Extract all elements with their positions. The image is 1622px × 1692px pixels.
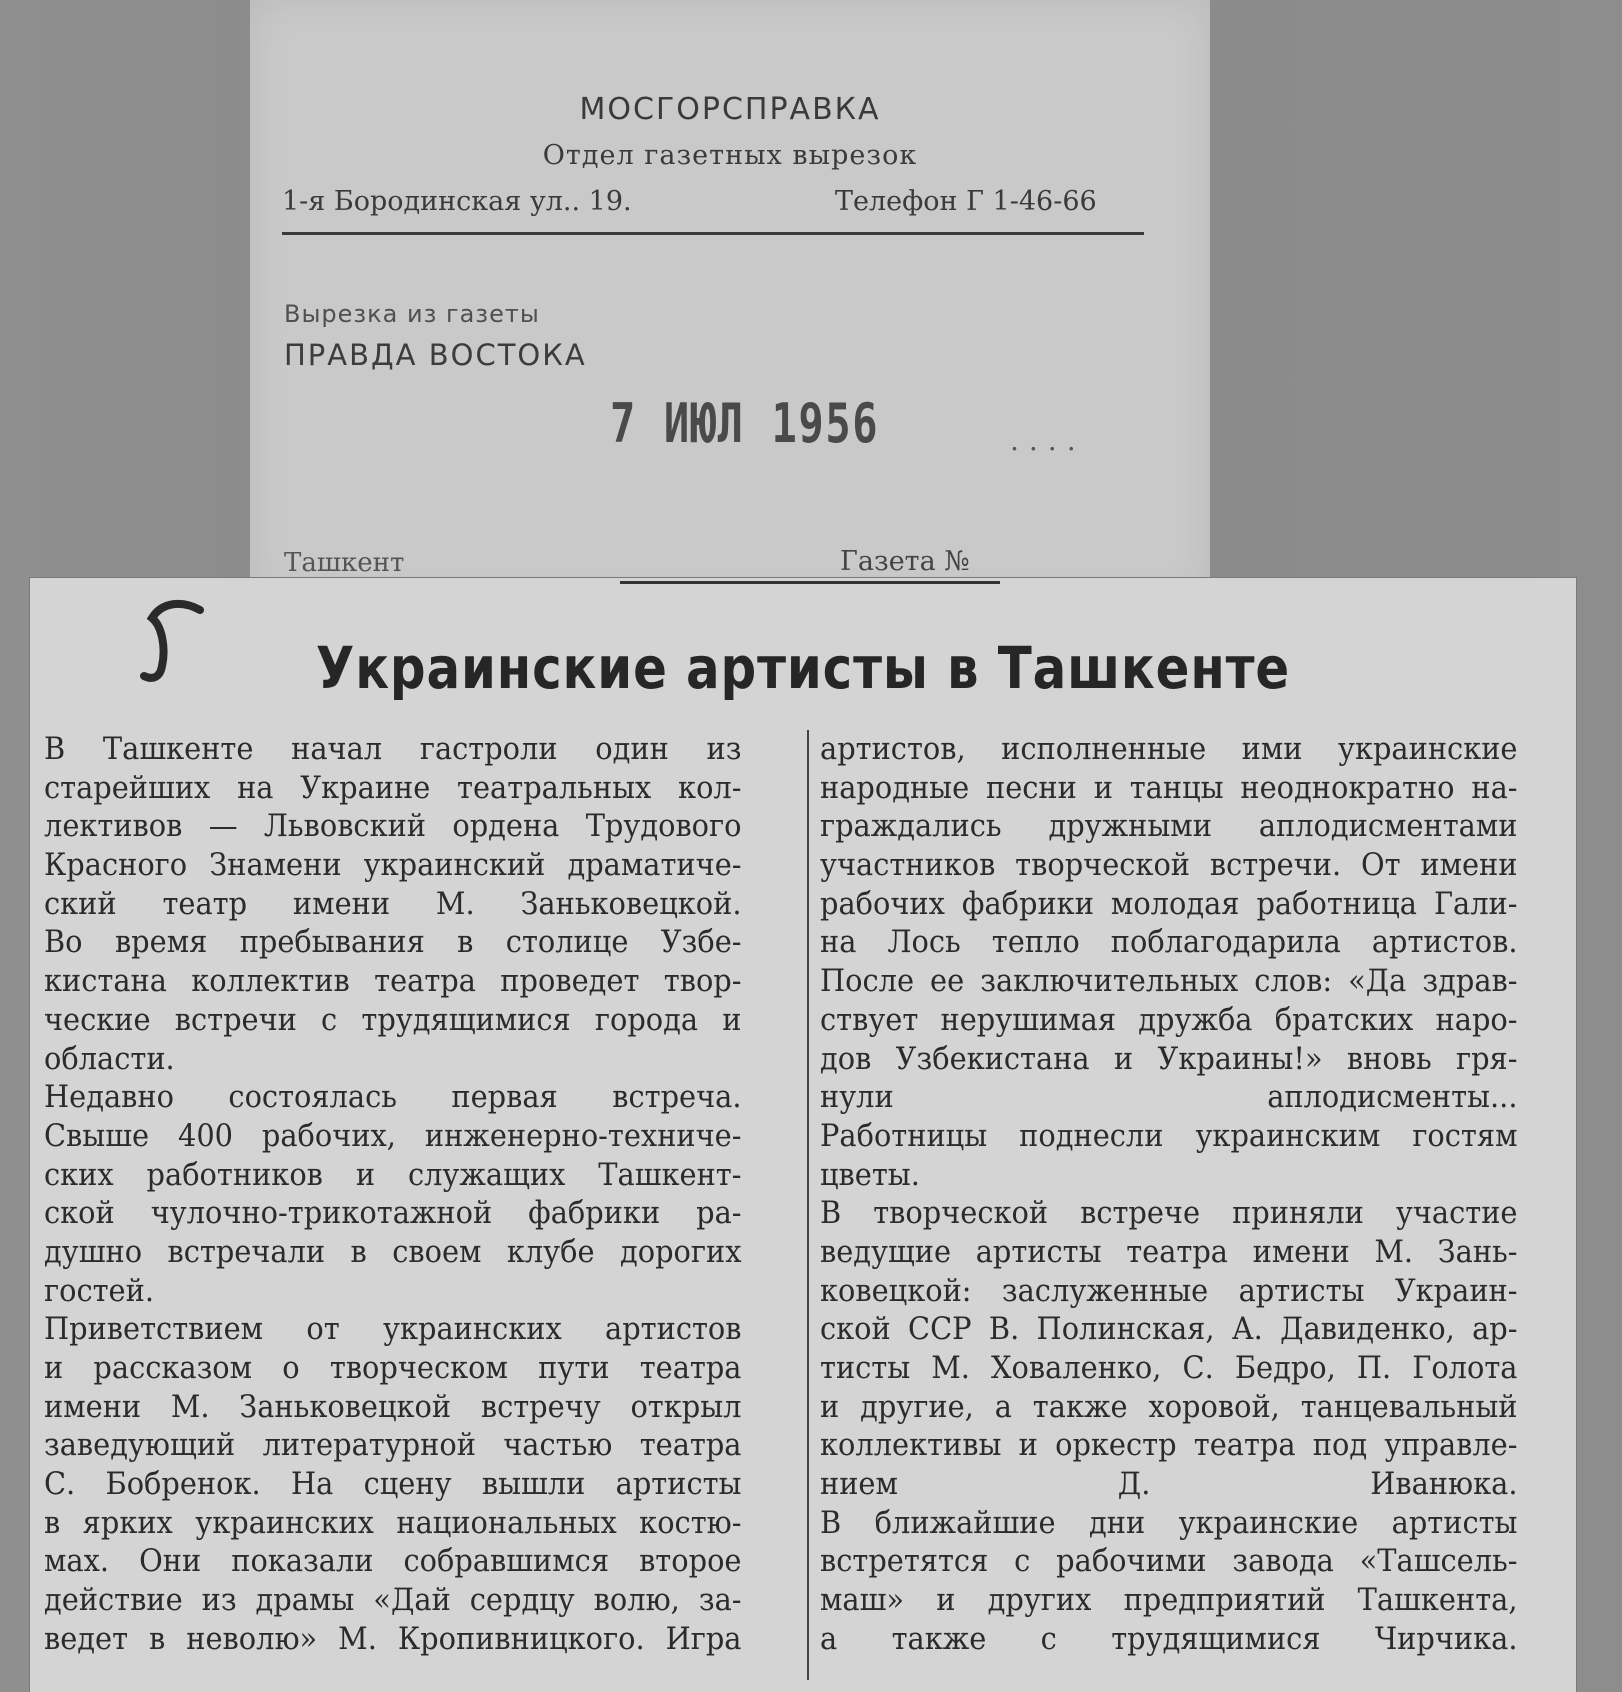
article-line: и другие, а также хоровой, танцевальный bbox=[820, 1388, 1518, 1425]
article-line: Красного Знамени украинский драматиче- bbox=[44, 847, 742, 884]
article-line: народные песни и танцы неоднократно на- bbox=[820, 769, 1518, 806]
agency-name: МОСГОРСПРАВКА bbox=[579, 92, 881, 127]
agency-address: 1-я Бородинская ул.. 19. bbox=[282, 186, 632, 217]
article-right-column bbox=[820, 730, 1518, 1659]
article-line: ской ССР В. Полинская, А. Давиденко, ар- bbox=[820, 1311, 1518, 1348]
article-line: Недавно состоялась первая встреча. bbox=[44, 1079, 742, 1116]
article-line: участников творческой встречи. От имени bbox=[820, 847, 1518, 884]
article-line: С. Бобренок. На сцену вышли артисты bbox=[44, 1466, 742, 1503]
article-line: ской чулочно-трикотажной фабрики ра- bbox=[44, 1195, 742, 1232]
article-line: В Ташкенте начал гастроли один из bbox=[44, 731, 742, 767]
article-line: ческие встречи с трудящимися города и bbox=[44, 1001, 742, 1038]
issue-number-label: Газета № bbox=[840, 546, 970, 577]
article-line: в ярких украинских национальных костю- bbox=[44, 1504, 742, 1541]
article-line: Свыше 400 рабочих, инженерно-техниче- bbox=[44, 1117, 742, 1154]
slip-divider bbox=[282, 232, 1144, 235]
article-line: ствует нерушимая дружба братских наро- bbox=[820, 1001, 1518, 1038]
article-line: После ее заключительных слов: «Да здрав- bbox=[820, 963, 1518, 1000]
article-headline: Украинские артисты в Ташкенте bbox=[315, 634, 1291, 702]
article-line: действие из драмы «Дай сердцу волю, за- bbox=[44, 1582, 742, 1619]
clipping-service-slip bbox=[250, 0, 1210, 600]
article-line: артистов, исполненные ими украинские bbox=[820, 731, 1518, 767]
article-line: нием Д. Иванюка. bbox=[820, 1466, 1518, 1503]
article-line: заведующий литературной частью театра bbox=[44, 1427, 742, 1464]
newspaper-name: ПРАВДА ВОСТОКА bbox=[284, 338, 587, 372]
article-line: коллективы и оркестр театра под управле- bbox=[820, 1427, 1518, 1464]
clipping-from-label: Вырезка из газеты bbox=[284, 300, 540, 328]
article-line: имени М. Заньковецкой встречу открыл bbox=[44, 1388, 742, 1425]
article-line: Работницы поднесли украинским гостям bbox=[820, 1117, 1518, 1154]
column-divider bbox=[807, 730, 809, 1680]
article-line: Во время пребывания в столице Узбе- bbox=[44, 924, 742, 961]
article-line: ведущие артисты театра имени М. Зань- bbox=[820, 1233, 1518, 1270]
clipping-top-rule bbox=[620, 581, 1000, 584]
article-line: В творческой встрече приняли участие bbox=[820, 1195, 1518, 1232]
article-line: нули аплодисменты... bbox=[820, 1079, 1518, 1116]
article-line: ковецкой: заслуженные артисты Украин- bbox=[820, 1272, 1518, 1309]
article-line: дов Узбекистана и Украины!» вновь гря- bbox=[820, 1040, 1518, 1077]
article-line: ских работников и служащих Ташкент- bbox=[44, 1156, 742, 1193]
article-line: тисты М. Ховаленко, С. Бедро, П. Голота bbox=[820, 1350, 1518, 1386]
article-line: мах. Они показали собравшимся второе bbox=[44, 1543, 742, 1580]
city-label: Ташкент bbox=[284, 548, 405, 578]
article-line: старейших на Украине театральных кол- bbox=[44, 769, 742, 806]
date-stamp: 7 ИЮЛ 1956 bbox=[610, 392, 880, 455]
article-line: Приветствием от украинских артистов bbox=[44, 1311, 742, 1348]
article-line: лективов — Львовский ордена Трудового bbox=[44, 808, 742, 845]
article-line: области. bbox=[44, 1040, 175, 1077]
article-line: на Лось тепло поблагодарила артистов. bbox=[820, 924, 1518, 961]
article-line: ский театр имени М. Заньковецкой. bbox=[44, 885, 742, 922]
department-name: Отдел газетных вырезок bbox=[542, 140, 918, 171]
article-line: В ближайшие дни украинские артисты bbox=[820, 1504, 1518, 1541]
newspaper-clipping bbox=[30, 578, 1576, 1692]
agency-phone: Телефон Г 1-46-66 bbox=[835, 186, 1097, 217]
article-line: цветы. bbox=[820, 1156, 920, 1193]
article-line: душно встречали в своем клубе дорогих bbox=[44, 1233, 742, 1270]
article-line: а также с трудящимися Чирчика. bbox=[820, 1620, 1518, 1657]
article-line: маш» и других предприятий Ташкента, bbox=[820, 1582, 1518, 1619]
article-line: кистана коллектив театра проведет твор- bbox=[44, 963, 742, 1000]
article-left-column bbox=[44, 730, 742, 1659]
article-line: граждались дружными аплодисментами bbox=[820, 808, 1518, 845]
date-dots: .... bbox=[1010, 424, 1086, 457]
article-line: гостей. bbox=[44, 1272, 155, 1309]
article-line: ведет в неволю» М. Кропивницкого. Игра bbox=[44, 1620, 742, 1657]
article-line: и рассказом о творческом пути театра bbox=[44, 1350, 742, 1386]
article-line: рабочих фабрики молодая работница Гали- bbox=[820, 885, 1518, 922]
article-line: встретятся с рабочими завода «Ташсель- bbox=[820, 1543, 1518, 1580]
